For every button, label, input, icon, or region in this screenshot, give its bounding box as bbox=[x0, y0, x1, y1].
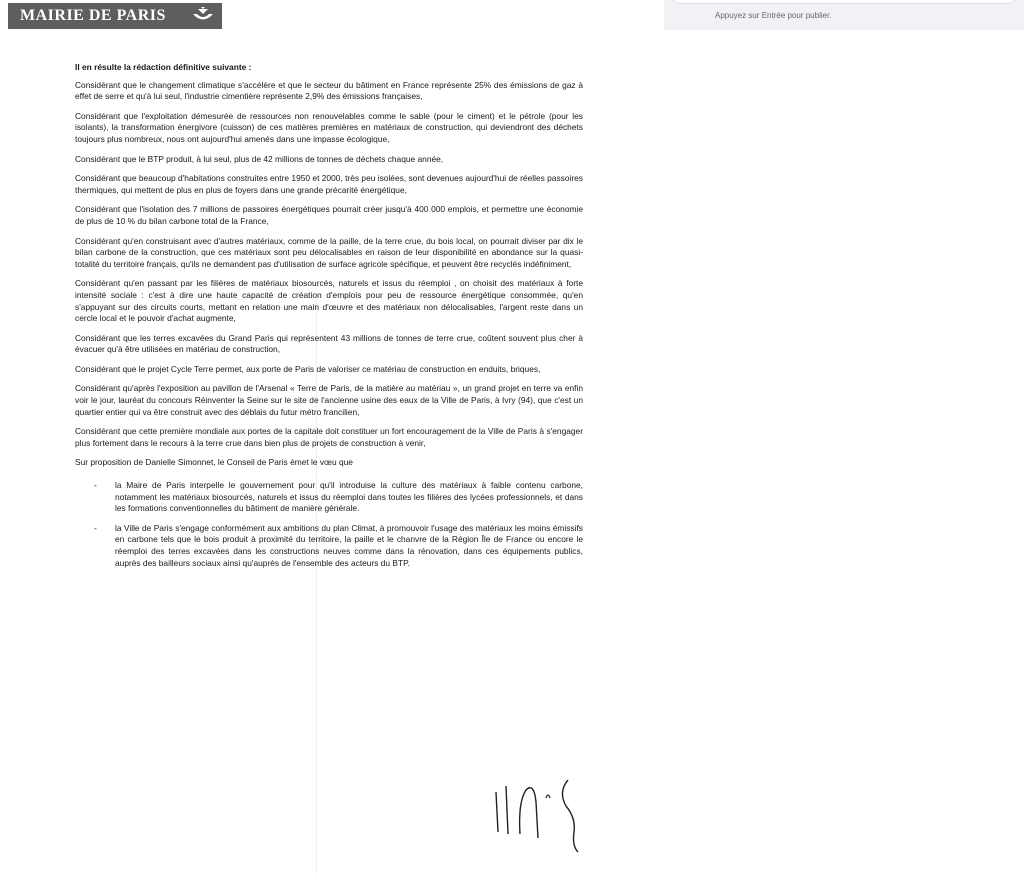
comment-panel bbox=[664, 0, 1024, 30]
considerant-paragraph: Considérant que l'exploitation démesurée de ressources non renouvelables comme le sable (pour le ciment) et le pétrole (pour les isolants), la transformation énergivore (cuisson) de ces matières premières en matériaux de construction, qui deviendront des déchets toujours plus nombreux, nous ont aujourd'hui amenés dans une impasse écologique, bbox=[75, 110, 583, 144]
handwritten-signature bbox=[488, 772, 598, 856]
document-body bbox=[75, 62, 583, 577]
logo-text: MAIRIE DE PARIS bbox=[20, 7, 166, 24]
considerant-paragraph: Considérant qu'après l'exposition au pavillon de l'Arsenal « Terre de Paris, de la matière au matériau », un grand projet en terre va enfin voir le jour, lauréat du concours Réinventer la Seine sur le site de l'ancienne usine des eaux de la Ville de Paris, à Ivry (94), que c'est un quartier entier qui va être construit avec des déblais du futur métro francilien, bbox=[75, 383, 583, 417]
considerant-paragraph: Considérant que cette première mondiale aux portes de la capitale doit constituer un fort encouragement de la Ville de Paris à s'engager plus fortement dans le recours à la terre crue dans bien plus de projets de construction à venir, bbox=[75, 426, 583, 448]
document-heading: Il en résulte la rédaction définitive suivante : bbox=[75, 62, 252, 72]
proposal-statement: Sur proposition de Danielle Simonnet, le Conseil de Paris émet le vœu que bbox=[75, 457, 353, 468]
considerant-paragraph: Considérant que les terres excavées du Grand Paris qui représentent 43 millions de tonnes de terre crue, coûtent souvent plus cher à évacuer qu'à être utilisées en matériau de construction, bbox=[75, 332, 583, 355]
considerant-paragraph: Considérant que le BTP produit, à lui seul, plus de 42 millions de tonnes de déchets chaque année, bbox=[75, 153, 444, 164]
comment-input[interactable] bbox=[672, 0, 1016, 4]
wish-item bbox=[75, 523, 583, 569]
wish-item-text: la Maire de Paris interpelle le gouvernement pour qu'il introduise la culture des matériaux à faible contenu carbone, notamment les matériaux biosourcés, naturels et issus du réemploi dans toutes les filières des lycées professionnels, et dans les formations conventionnelles du bâtiment de manière générale. bbox=[115, 480, 583, 514]
bullet-dash: - bbox=[94, 480, 97, 491]
wish-item-text: la Ville de Paris s'engage conformément aux ambitions du plan Climat, à promouvoir l'usage des matériaux les moins émissifs en carbone tels que le bois produit à proximité du territoire, la paille et le chanvre de la Région Île de France ou encore le réemploi des terres excavées dans les constructions neuves comme dans la rénovation, dans ces équipements publics, auprès des bailleurs sociaux ainsi qu'auprès de l'ensemble des acteurs du BTP. bbox=[115, 522, 583, 568]
considerant-paragraph: Considérant qu'en passant par les filières de matériaux biosourcés, naturels et issus du réemploi , on choisit des matériaux à forte intensité sociale : c'est à dire une haute capacité de création d'emplois pour peu de ressource énergétique consommée, qu'en s'appuyant sur des circuits courts, mettant en relation une main d'œuvre et des matériaux non délocalisables, l'argent reste dans un cercle local et le pouvoir d'achat augmente, bbox=[75, 278, 583, 324]
bullet-dash: - bbox=[94, 522, 97, 533]
considerant-paragraph: Considérant que l'isolation des 7 millions de passoires énergétiques pourrait créer jusqu'à 400 000 emplois, et permettre une économie de plus de 10 % du bilan carbone total de la France, bbox=[75, 204, 583, 226]
comment-hint: Appuyez sur Entrée pour publier. bbox=[715, 11, 832, 20]
considerant-paragraph: Considérant que le changement climatique s'accélère et que le secteur du bâtiment en France représente 25% des émissions de gaz à effet de serre et qu'à lui seul, l'industrie cimentière représente 2,9% des émissions françaises, bbox=[75, 79, 583, 102]
considerant-paragraph: Considérant que le projet Cycle Terre permet, aux porte de Paris de valoriser ce matériau de construction en enduits, briques, bbox=[75, 363, 541, 374]
considerant-paragraph: Considérant qu'en construisant avec d'autres matériaux, comme de la paille, de la terre crue, du bois local, on pourrait diviser par dix le bilan carbone de la construction, que ces matériaux sont peu délocalisables en raison de leur disponibilité en abondance sur la quasi-totalité du territoire français, qu'ils ne demandent pas d'utilisation de surface agricole spécifique, et peuvent être recyclés indéfiniment, bbox=[75, 235, 583, 269]
paris-ship-icon bbox=[190, 5, 216, 27]
mairie-de-paris-logo bbox=[8, 3, 222, 29]
wish-item bbox=[75, 480, 583, 515]
considerant-paragraph: Considérant que beaucoup d'habitations construites entre 1950 et 2000, très peu isolées, sont devenues aujourd'hui de réelles passoires thermiques, qui mettent de plus en plus de foyers dans une grande précarité énergétique, bbox=[75, 173, 583, 195]
